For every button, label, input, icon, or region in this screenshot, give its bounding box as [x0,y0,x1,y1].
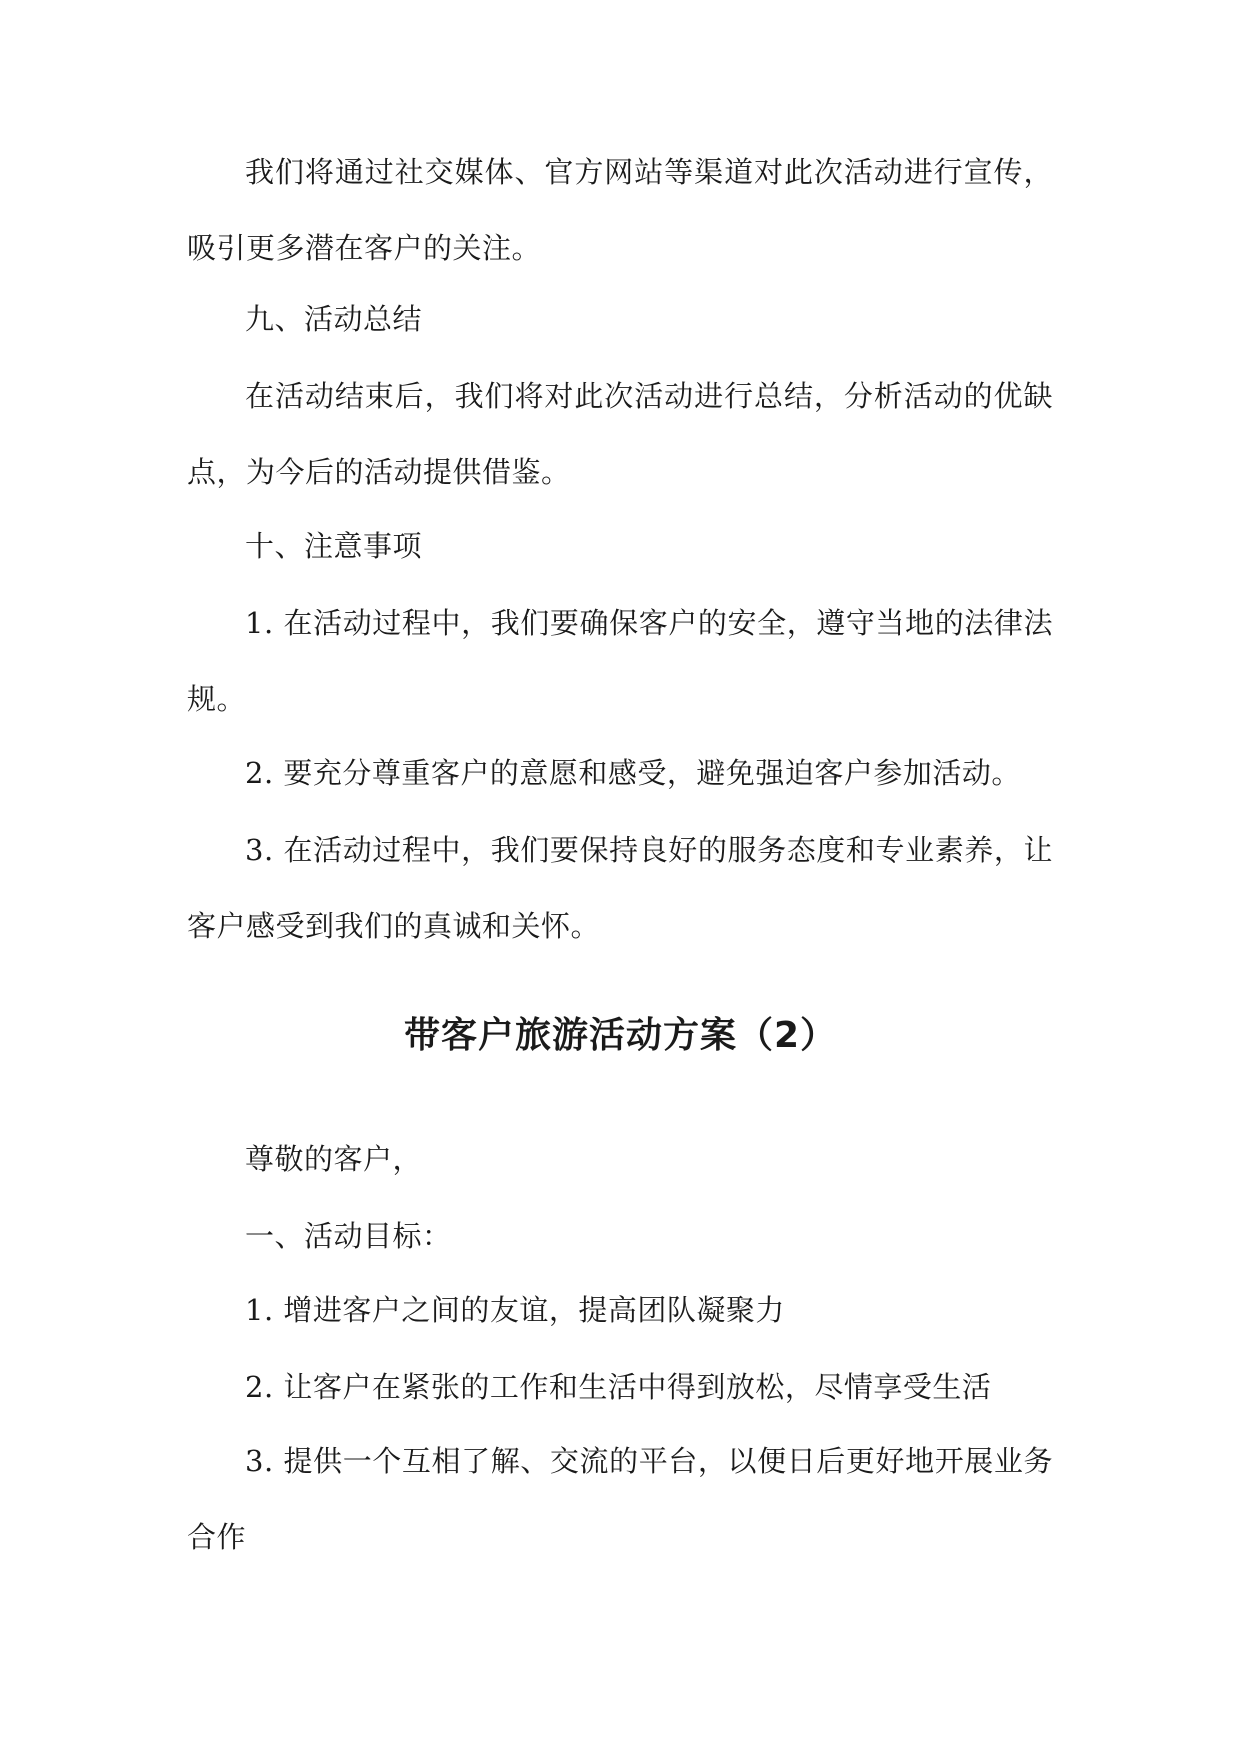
goal-item-2: 2. 让客户在紧张的工作和生活中得到放松，尽情享受生活 [245,1370,992,1404]
paragraph-promotion: 我们将通过社交媒体、官方网站等渠道对此次活动进行宣传，吸引更多潜在客户的关注。 [187,155,1053,265]
goal-item-3: 3. 提供一个互相了解、交流的平台，以便日后更好地开展业务合作 [187,1444,1053,1554]
section-title: 带客户旅游活动方案（2） [403,1015,838,1056]
goal-item-1: 1. 增进客户之间的友谊，提高团队凝聚力 [245,1293,785,1327]
note-item-1: 1. 在活动过程中，我们要确保客户的安全，遵守当地的法律法规。 [187,606,1053,716]
note-item-3: 3. 在活动过程中，我们要保持良好的服务态度和专业素养，让客户感受到我们的真诚和关怀。 [187,833,1053,943]
salutation: 尊敬的客户， [245,1142,423,1176]
paragraph-activity-summary: 在活动结束后，我们将对此次活动进行总结，分析活动的优缺点，为今后的活动提供借鉴。 [187,379,1053,489]
note-item-2: 2. 要充分尊重客户的意愿和感受，避免强迫客户参加活动。 [245,756,1021,790]
heading-activity-summary: 九、活动总结 [245,302,423,336]
heading-notes: 十、注意事项 [245,529,423,563]
heading-activity-goals: 一、活动目标： [245,1219,452,1253]
